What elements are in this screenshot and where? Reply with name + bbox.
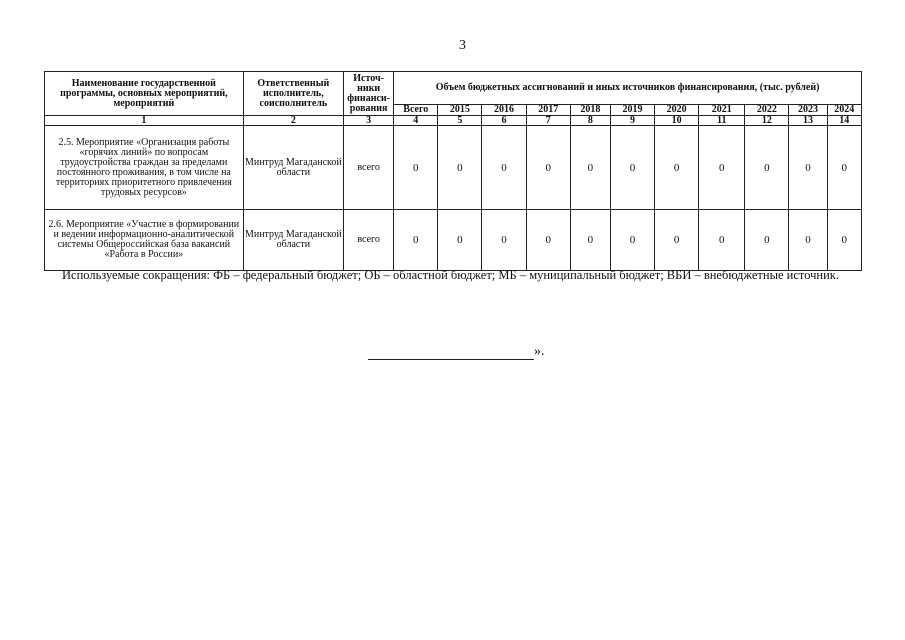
row-value: 0 [482,126,526,210]
blank-line [368,345,534,360]
row-executor: Минтруд Магаданской области [243,210,343,271]
row-value: 0 [827,210,861,271]
row-value: 0 [526,126,570,210]
column-number: 10 [655,116,699,126]
header-sources: Источ-ники финанси-рования [344,72,394,116]
column-number: 2 [243,116,343,126]
row-source: всего [344,210,394,271]
header-year: 2015 [438,105,482,116]
row-value: 0 [570,210,610,271]
row-value: 0 [699,210,745,271]
header-year: 2017 [526,105,570,116]
column-number: 3 [344,116,394,126]
closing-mark: ». [534,344,545,359]
column-number: 8 [570,116,610,126]
row-value: 0 [610,126,654,210]
table-row [45,126,862,210]
row-value: 0 [745,210,789,271]
column-number: 13 [789,116,827,126]
header-year: 2024 [827,105,861,116]
column-number: 12 [745,116,789,126]
header-executor: Ответственный исполнитель, соисполнитель [243,72,343,116]
column-number: 14 [827,116,861,126]
header-year: 2020 [655,105,699,116]
header-year: 2019 [610,105,654,116]
row-value: 0 [655,126,699,210]
row-value: 0 [655,210,699,271]
column-number: 11 [699,116,745,126]
row-value: 0 [394,126,438,210]
header-year: 2023 [789,105,827,116]
column-number: 6 [482,116,526,126]
header-year: Всего [394,105,438,116]
row-value: 0 [570,126,610,210]
row-value: 0 [699,126,745,210]
row-value: 0 [789,126,827,210]
row-value: 0 [789,210,827,271]
table-row [45,210,862,271]
column-number: 4 [394,116,438,126]
row-name: 2.5. Мероприятие «Организация работы «горячих линий» по вопросам трудоустройства граждан за пределами постоянного проживания, в том числе на территориях приоритетного привлечения трудовых ресурсов» [45,126,244,210]
row-value: 0 [827,126,861,210]
column-number: 9 [610,116,654,126]
row-name: 2.6. Мероприятие «Участие в формировании и ведении информационно-аналитической системы Общероссийская база вакансий «Работа в России» [45,210,244,271]
abbreviations-note: Используемые сокращения: ФБ – федеральный бюджет; ОБ – областной бюджет; МБ – муниципальный бюджет; ВБИ – внебюджетные источник. [62,268,839,282]
row-value: 0 [610,210,654,271]
header-year: 2022 [745,105,789,116]
header-year: 2018 [570,105,610,116]
row-value: 0 [394,210,438,271]
page-number: 3 [459,38,466,53]
row-value: 0 [526,210,570,271]
row-value: 0 [482,210,526,271]
column-number: 1 [45,116,244,126]
row-source: всего [344,126,394,210]
header-volume: Объем бюджетных ассигнований и иных источников финансирования, (тыс. рублей) [394,72,862,105]
row-executor: Минтруд Магаданской области [243,126,343,210]
header-year: 2016 [482,105,526,116]
row-value: 0 [745,126,789,210]
row-value: 0 [438,126,482,210]
header-year: 2021 [699,105,745,116]
header-name: Наименование государственной программы, основных мероприятий, мероприятий [45,72,244,116]
column-number: 5 [438,116,482,126]
closing-line [368,344,545,360]
column-number: 7 [526,116,570,126]
row-value: 0 [438,210,482,271]
budget-table [44,71,862,271]
